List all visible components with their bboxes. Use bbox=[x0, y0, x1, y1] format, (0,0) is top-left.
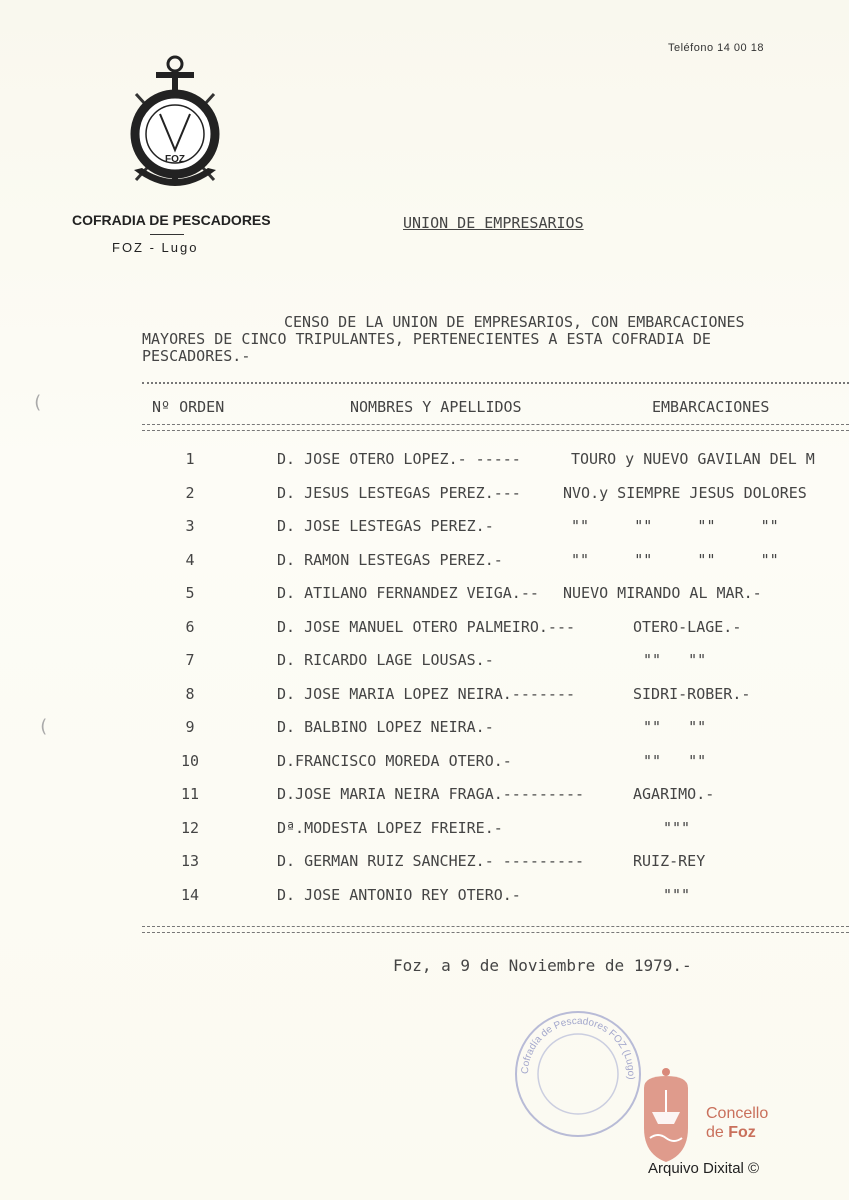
table-header-rule bbox=[142, 424, 849, 431]
table-row bbox=[0, 785, 849, 809]
table-row bbox=[0, 450, 849, 474]
column-header-name: NOMBRES Y APELLIDOS bbox=[350, 398, 522, 416]
row-name: D. JOSE OTERO LOPEZ.- ----- bbox=[277, 450, 521, 468]
row-name: D. JOSE MANUEL OTERO PALMEIRO.--- bbox=[277, 617, 576, 636]
row-boat: "" "" "" "" bbox=[571, 550, 779, 569]
intro-line-3: PESCADORES.- bbox=[142, 347, 251, 365]
cofradia-seal-stamp bbox=[512, 1008, 644, 1140]
row-number: 13 bbox=[180, 852, 200, 870]
row-boat: NVO.y SIEMPRE JESUS DOLORES bbox=[563, 483, 807, 502]
table-row bbox=[0, 651, 849, 675]
table-row bbox=[0, 752, 849, 776]
seal-text: Cofradía de Pescadores FOZ (Lugo) bbox=[519, 1015, 637, 1081]
row-boat: RUIZ-REY bbox=[633, 852, 706, 870]
row-name: D.FRANCISCO MOREDA OTERO.- bbox=[277, 751, 512, 770]
document-date: Foz, a 9 de Noviembre de 1979.- bbox=[393, 956, 692, 975]
table-row bbox=[0, 886, 849, 910]
row-name: D. GERMAN RUIZ SANCHEZ.- --------- bbox=[277, 852, 585, 870]
intro-paragraph bbox=[142, 314, 832, 365]
row-number: 9 bbox=[185, 718, 195, 736]
table-row bbox=[0, 718, 849, 742]
row-name: D. RAMON LESTEGAS PEREZ.- bbox=[277, 550, 503, 569]
table-row bbox=[0, 517, 849, 541]
table-row bbox=[0, 618, 849, 642]
table-row bbox=[0, 819, 849, 843]
archive-name-line-2 bbox=[706, 1123, 768, 1142]
row-boat: "" "" bbox=[643, 751, 707, 770]
table-row bbox=[0, 584, 849, 608]
table-row bbox=[0, 685, 849, 709]
row-name: D. JOSE LESTEGAS PEREZ.- bbox=[277, 517, 494, 535]
row-boat: """ bbox=[663, 818, 691, 837]
row-name: D. RICARDO LAGE LOUSAS.- bbox=[277, 651, 494, 669]
row-number: 6 bbox=[185, 617, 195, 636]
archive-name-line-1: Concello bbox=[706, 1105, 769, 1122]
row-boat: OTERO-LAGE.- bbox=[633, 617, 742, 636]
row-boat: """ bbox=[663, 885, 691, 904]
table-row bbox=[0, 551, 849, 575]
row-name: D. JESUS LESTEGAS PEREZ.--- bbox=[277, 483, 521, 502]
organization-divider bbox=[150, 234, 184, 235]
column-header-boats: EMBARCACIONES bbox=[652, 398, 770, 416]
row-number: 7 bbox=[185, 651, 195, 669]
row-boat: "" "" "" "" bbox=[571, 517, 779, 535]
scan-margin-mark: ( bbox=[38, 716, 49, 737]
table-bottom-rule bbox=[142, 926, 849, 933]
organization-name: COFRADIA DE PESCADORES bbox=[72, 212, 271, 228]
archive-name-bold: Foz bbox=[728, 1124, 756, 1141]
archive-name bbox=[706, 1104, 768, 1142]
svg-text:Cofradía de Pescadores FOZ (Lu bbox=[520, 1016, 636, 1080]
row-name: D. JOSE MARIA LOPEZ NEIRA.------- bbox=[277, 684, 576, 703]
row-name: D.JOSE MARIA NEIRA FRAGA.--------- bbox=[277, 785, 585, 803]
row-boat: AGARIMO.- bbox=[633, 785, 715, 803]
scan-margin-mark: ( bbox=[32, 392, 43, 413]
row-number: 12 bbox=[180, 818, 200, 837]
row-boat: "" "" bbox=[643, 718, 707, 736]
document-heading: UNION DE EMPRESARIOS bbox=[403, 214, 584, 232]
table-top-rule bbox=[142, 382, 849, 386]
row-number: 3 bbox=[185, 517, 195, 535]
table-row bbox=[0, 484, 849, 508]
row-number: 10 bbox=[180, 751, 200, 770]
row-name: D. BALBINO LOPEZ NEIRA.- bbox=[277, 718, 494, 736]
row-name: D. JOSE ANTONIO REY OTERO.- bbox=[277, 885, 521, 904]
archive-copyright: Arquivo Dixital © bbox=[648, 1160, 760, 1177]
column-header-number: Nº ORDEN bbox=[152, 398, 225, 416]
phone-number: Teléfono 14 00 18 bbox=[668, 42, 764, 54]
row-name: D. ATILANO FERNANDEZ VEIGA.-- bbox=[277, 584, 539, 602]
intro-line-1: CENSO DE LA UNION DE EMPRESARIOS, CON EMBARCACIONES bbox=[284, 313, 745, 331]
row-number: 11 bbox=[180, 785, 200, 803]
row-boat: SIDRI-ROBER.- bbox=[633, 684, 751, 703]
row-number: 14 bbox=[180, 885, 200, 904]
cofradia-anchor-logo-icon bbox=[122, 52, 228, 202]
table-row bbox=[0, 852, 849, 876]
logo-foz-text: FOZ bbox=[165, 154, 185, 165]
row-number: 5 bbox=[185, 584, 195, 602]
row-number: 1 bbox=[185, 450, 195, 468]
row-number: 8 bbox=[185, 684, 195, 703]
row-boat: "" "" bbox=[643, 651, 707, 669]
archive-name-prefix: de bbox=[706, 1124, 729, 1141]
row-boat: TOURO y NUEVO GAVILAN DEL M bbox=[571, 450, 815, 468]
row-boat: NUEVO MIRANDO AL MAR.- bbox=[563, 584, 762, 602]
organization-place: FOZ - Lugo bbox=[112, 240, 199, 255]
row-name: Dª.MODESTA LOPEZ FREIRE.- bbox=[277, 818, 503, 837]
row-number: 4 bbox=[185, 550, 195, 569]
row-number: 2 bbox=[185, 483, 195, 502]
intro-line-2: MAYORES DE CINCO TRIPULANTES, PERTENECIENTES A ESTA COFRADIA DE bbox=[142, 330, 711, 348]
